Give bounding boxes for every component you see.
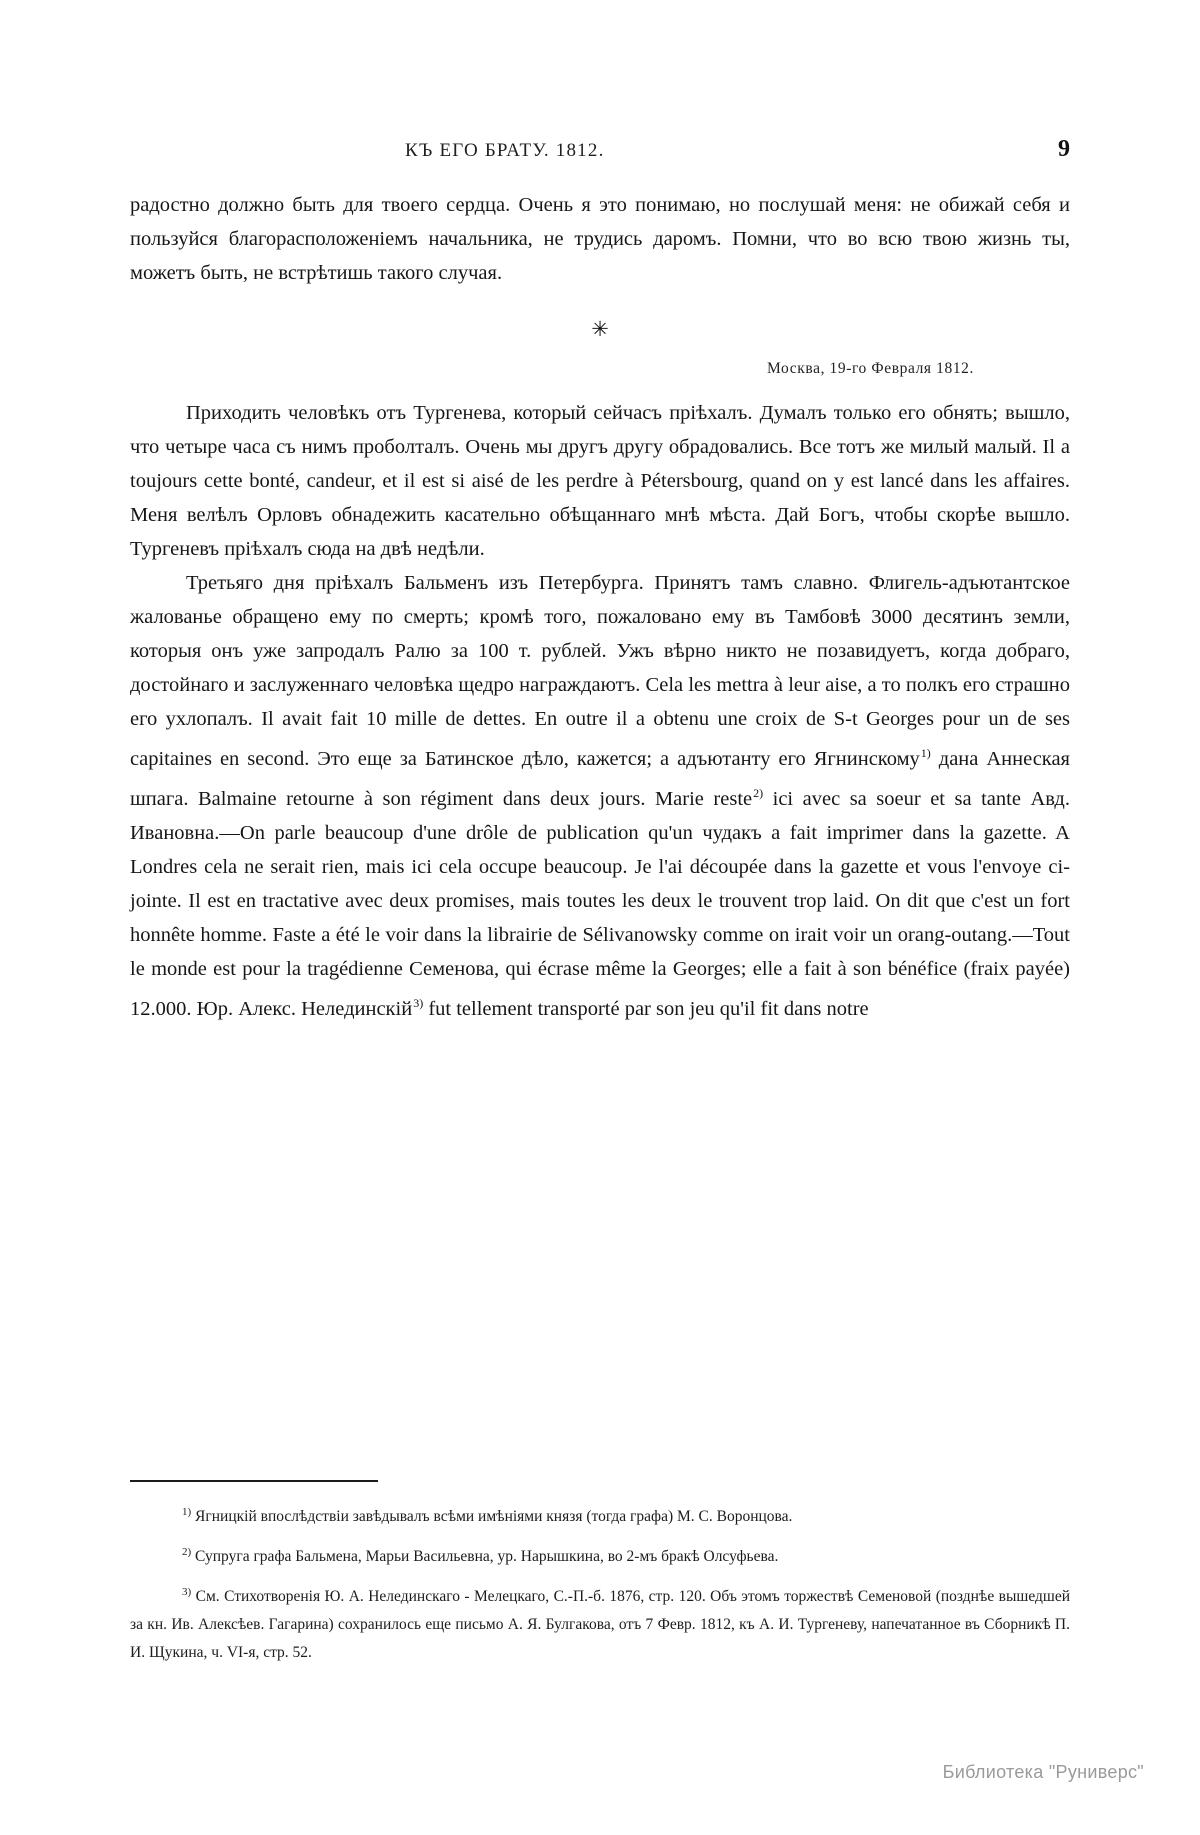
footnote-text: Супруга графа Бальмена, Марьи Васильевна, ур. Нарышкина, во 2-мъ бракѣ Олсуфьева.: [195, 1548, 779, 1566]
page-number: 9: [1058, 136, 1070, 162]
footnote-ref-1: 1): [920, 746, 931, 760]
footnote-marker: 3): [182, 1586, 192, 1599]
footnote-divider: [130, 1480, 378, 1482]
section-separator: ✳: [591, 317, 609, 341]
footnote-marker: 2): [182, 1546, 192, 1559]
paragraph-balmen: [130, 566, 1070, 1025]
paragraph-balmen-part3: ici avec sa soeur et sa tante Авд. Ивановна.—On parle beaucoup d'une drôle de publication qu'un чудакъ a fait imprimer dans la gazette. A Londres cela ne serait rien, mais ici cela occupe beaucoup. Je l'ai découpée dans la gazette et vous l'envoye ci-jointe. Il est en tractative avec deux promises, mais toutes les deux le trouvent trop laid. On dit que c'est un fort honnête homme. Faste a été le voir dans la librairie de Sélivanowsky comme on irait voir un orang-outang.—Tout le monde est pour la tragédienne Семенова, qui écrase même la Georges; elle a fait à son bénéfice (fraix payée) 12.000. Юр. Алекс. Нелединскій: [130, 787, 1070, 1020]
letter-dateline: Москва, 19-го Февраля 1812.: [767, 360, 974, 377]
running-title: КЪ ЕГО БРАТУ. 1812.: [405, 140, 605, 161]
library-watermark: Библиотека "Руниверс": [942, 1762, 1144, 1782]
paragraph-letter-opening: Приходить человѣкъ отъ Тургенева, который сейчасъ пріѣхалъ. Думалъ только его обнять; вышло, что четыре часа съ нимъ проболталъ. Очень мы другъ другу обрадовались. Все тотъ же милый малый. Il a toujours cette bonté, candeur, et il est si aisé de les perdre à Pétersbourg, quand on y est lancé dans les affaires. Меня велѣлъ Орловъ обнадежить касательно обѣщаннаго мнѣ мѣста. Дай Богъ, чтобы скорѣе вышло. Тургеневъ пріѣхалъ сюда на двѣ недѣли.: [130, 402, 1070, 560]
footnote-text: См. Стихотворенія Ю. А. Нелединскаго - Мелецкаго, С.-П.-б. 1876, стр. 120. Объ этомъ торжествѣ Семеновой (позднѣе вышедшей за кн. Ив. Алексѣев. Гагарина) сохранилось еще письмо А. Я. Булгакова, отъ 7 Февр. 1812, къ А. И. Тургеневу, напечатанное въ Сборникѣ П. И. Щукина, ч. VI-я, стр. 52.: [130, 1588, 1070, 1662]
footnote-item: [130, 1538, 1070, 1571]
footnotes-section: [130, 1498, 1070, 1674]
footnote-text: Ягницкій впослѣдствіи завѣдывалъ всѣми имѣніями князя (тогда графа) М. С. Воронцова.: [195, 1508, 793, 1526]
footnote-ref-3: 3): [413, 995, 424, 1010]
paragraph-balmen-part1: Третьяго дня пріѣхалъ Бальменъ изъ Петербурга. Принятъ тамъ славно. Флигель-адъютантское жалованье обращено ему по смерть; кромѣ того, пожаловано ему въ Тамбовѣ 3000 десятинъ земли, которыя онъ уже запродалъ Ралю за 100 т. рублей. Ужъ вѣрно никто не позавидуетъ, когда добраго, достойнаго и заслуженнаго человѣка щедро награждаютъ. Cela les mettra à leur aise, а то полкъ его страшно его ухлопалъ. Il avait fait 10 mille de dettes. En outre il a obtenu une croix de S-t Georges pour un de ses capitaines en second. Это еще за Батинское дѣло, кажется; а адъютанту его Ягнинскому: [130, 572, 1070, 770]
footnote-item: [130, 1578, 1070, 1667]
footnote-ref-2: 2): [753, 785, 764, 800]
paragraph-balmen-part2: дана Аннеская шпага. Balmaine retourne à son régiment dans deux jours. Marie reste: [130, 747, 1070, 810]
footnote-item: [130, 1498, 1070, 1531]
page-header: [130, 136, 1070, 170]
footnote-marker: 1): [182, 1506, 192, 1518]
paragraph-continued: радостно должно быть для твоего сердца. Очень я это понимаю, но послушай меня: не обижай себя и пользуйся благорасположеніемъ начальника, не трудись даромъ. Помни, что во всю твою жизнь ты, можетъ быть, не встрѣтишь такого случая.: [130, 194, 1070, 284]
body-text: [130, 188, 1070, 1025]
paragraph-balmen-part4: fut tellement transporté par son jeu qu'il fit dans notre: [423, 997, 869, 1020]
